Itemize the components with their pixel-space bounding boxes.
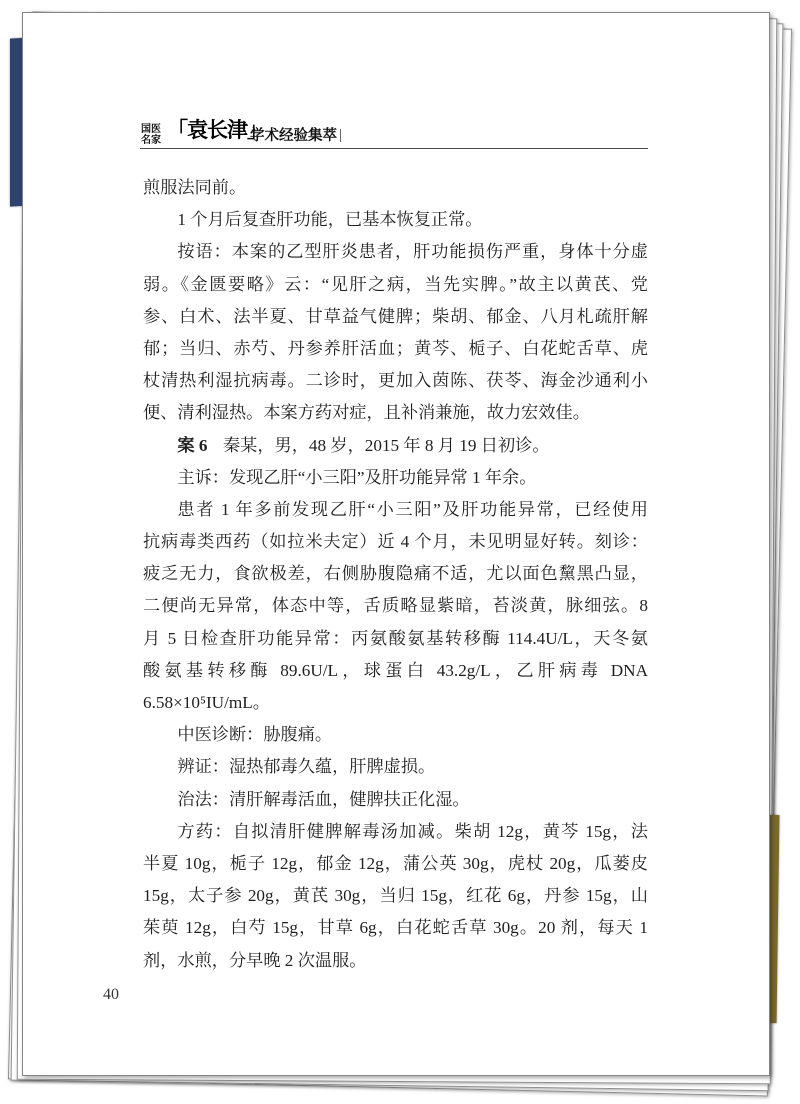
paragraph — [143, 462, 648, 494]
paragraph — [143, 204, 648, 236]
text-line: 方药：自拟清肝健脾解毒汤加减。柴胡 12g，黄芩 15g，法 — [177, 821, 648, 841]
text-line: 二便尚无异常，体态中等，舌质略显紫暗，苔淡黄，脉细弦。8 — [143, 596, 648, 616]
body-text — [143, 172, 648, 977]
text-line: 参、白术、法半夏、甘草益气健脾；柴胡、郁金、八月札疏肝解 — [143, 306, 648, 326]
text-line: 中医诊断：胁腹痛。 — [177, 725, 333, 745]
paragraph — [143, 494, 648, 719]
text-line: 抗病毒类西药（如拉米夫定）近 4 个月，未见明显好转。刻诊： — [143, 532, 648, 552]
paragraph — [143, 751, 648, 783]
paragraph — [143, 719, 648, 751]
series-mark-row: 国医 — [141, 124, 161, 135]
text-line: 6.58×10⁵IU/mL。 — [143, 693, 270, 712]
text-line: 治法：清肝解毒活血，健脾扶正化湿。 — [177, 789, 470, 809]
text-line: 半夏 10g，栀子 12g，郁金 12g，蒲公英 30g，虎杖 20g，瓜蒌皮 — [143, 853, 648, 873]
paragraph — [143, 784, 648, 816]
paragraph-prescription — [143, 816, 648, 977]
book-page — [22, 12, 770, 1076]
text-line: 煎服法同前。 — [143, 178, 247, 197]
paragraph-commentary — [143, 236, 648, 429]
case-heading — [143, 430, 648, 462]
text-line: 1 个月后复查肝功能，已基本恢复正常。 — [177, 210, 483, 230]
author-calligraphy: 「袁长津」 — [167, 118, 267, 142]
text-line: 辨证：湿热郁毒久蕴，肝脾虚损。 — [177, 757, 436, 777]
book-title: 学术经验集萃 — [250, 128, 337, 144]
text-line: 15g，太子参 20g，黄芪 30g，当归 15g，红花 6g，丹参 15g，山 — [143, 886, 648, 906]
case-intro: 秦某，男，48 岁，2015 年 8 月 19 日初诊。 — [222, 435, 550, 455]
paragraph — [143, 172, 648, 204]
text-line: 便、清利湿热。本案方药对症，且补消兼施，故力宏效佳。 — [143, 403, 590, 423]
header-rule — [140, 148, 648, 149]
text-line: 弱。《金匮要略》云：“见肝之病，当先实脾。”故主以黄芪、党 — [143, 274, 648, 294]
text-line: 疲乏无力，食欲极差，右侧胁腹隐痛不适，尤以面色黧黑凸显， — [143, 564, 648, 584]
text-line: 杖清热利湿抗病毒。二诊时，更加入茵陈、茯苓、海金沙通利小 — [143, 371, 648, 391]
text-line: 患者 1 年多前发现乙肝“小三阳”及肝功能异常，已经使用 — [177, 499, 648, 519]
text-line: 主诉：发现乙肝“小三阳”及肝功能异常 1 年余。 — [177, 467, 537, 487]
text-line: 月 5 日检查肝功能异常：丙氨酸氨基转移酶 114.4U/L，天冬氨 — [143, 628, 648, 648]
text-line — [143, 430, 648, 462]
case-label: 案 6 — [177, 435, 208, 455]
text-line: 酸氨基转移酶 89.6U/L，球蛋白 43.2g/L，乙肝病毒 DNA — [143, 660, 648, 680]
page-number: 40 — [103, 986, 119, 1003]
title-separator: | — [339, 127, 343, 143]
series-mark-row: 名家 — [141, 135, 161, 146]
text-line: 按语：本案的乙型肝炎患者，肝功能损伤严重，身体十分虚 — [177, 242, 648, 262]
series-mark-logo — [141, 124, 165, 146]
text-line: 郁；当归、赤芍、丹参养肝活血；黄芩、栀子、白花蛇舌草、虎 — [143, 338, 648, 358]
text-line: 剂，水煎，分早晚 2 次温服。 — [143, 950, 367, 970]
text-line: 茱萸 12g，白芍 15g，甘草 6g，白花蛇舌草 30g。20 剂，每天 1 — [143, 918, 648, 938]
